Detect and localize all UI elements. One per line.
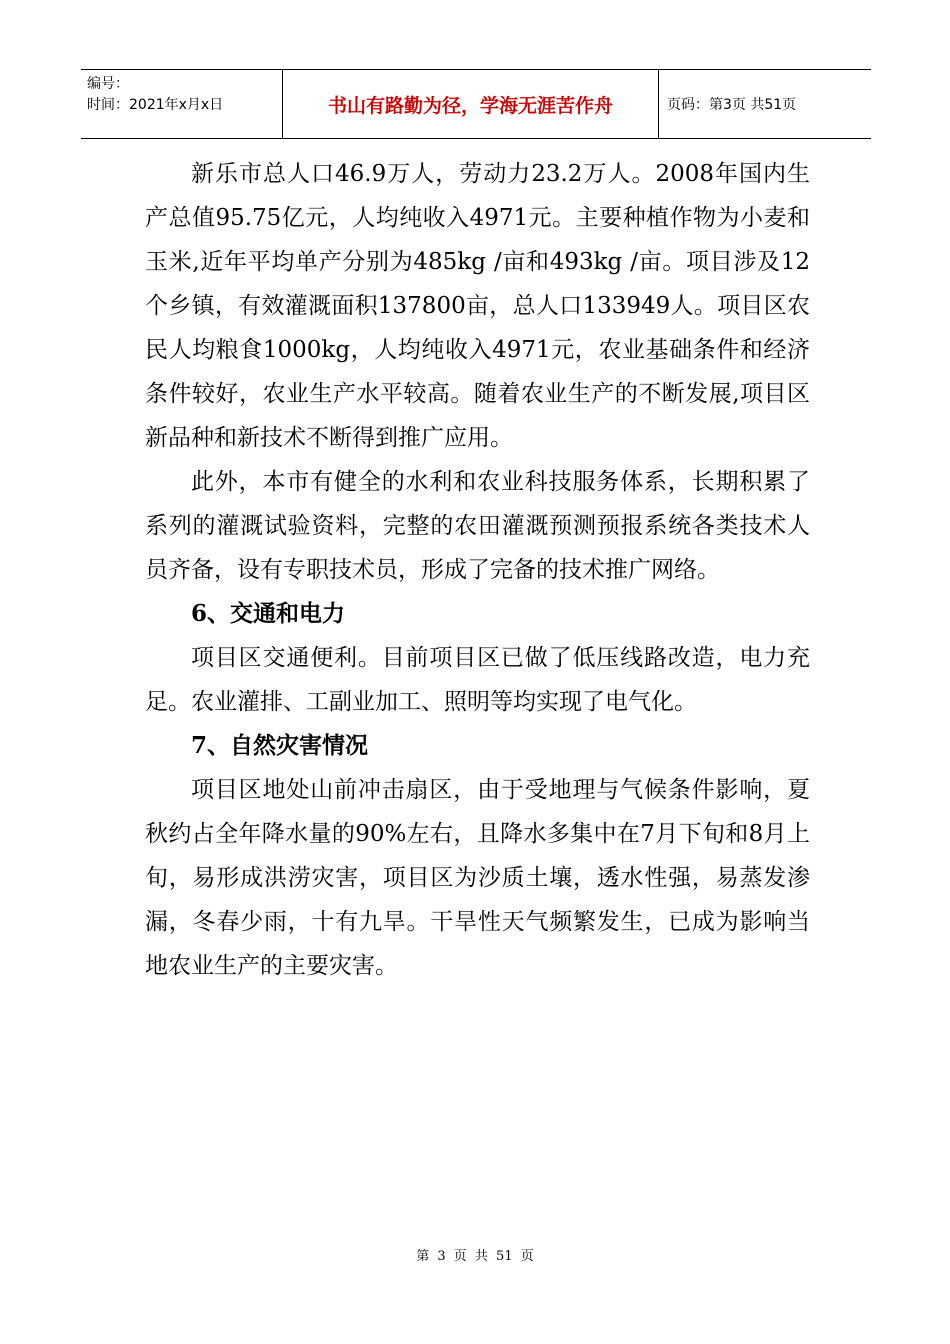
- header-page-info: 页码：第3页 共51页: [667, 97, 797, 113]
- header-motto: 书山有路勤为径，学海无涯苦作舟: [283, 70, 659, 138]
- paragraph-transport-power: 项目区交通便利。目前项目区已做了低压线路改造，电力充足。农业灌排、工副业加工、照明等均实现了电气化。: [145, 645, 810, 715]
- document-time-label: 时间：2021年x月x日: [87, 97, 224, 113]
- document-number-label: 编号：: [87, 76, 129, 92]
- document-body: [145, 152, 810, 988]
- page-footer: 第 3 页 共 51 页: [416, 1249, 534, 1264]
- header-meta: [81, 70, 283, 138]
- section-heading-natural-disasters: 7、自然灾害情况: [191, 732, 369, 759]
- paragraph-natural-disasters: 项目区地处山前冲击扇区，由于受地理与气候条件影响，夏秋约占全年降水量的90%左右，且降水多集中在7月下旬和8月上旬，易形成洪涝灾害，项目区为沙质土壤，透水性强，易蒸发渗漏，冬春少雨，十有九旱。干旱性天气频繁发生，已成为影响当地农业生产的主要灾害。: [145, 777, 810, 979]
- page-header: [81, 69, 871, 139]
- paragraph-population: 新乐市总人口46.9万人，劳动力23.2万人。2008年国内生产总值95.75亿元，人均纯收入4971元。主要种植作物为小麦和玉米,近年平均单产分别为485kg /亩和493kg /亩。项目涉及12个乡镇，有效灌溉面积137800亩，总人口133949人。项目区农民人均粮食1000kg，人均纯收入4971元，农业基础条件和经济条件较好，农业生产水平较高。随着农业生产的不断发展,项目区新品种和新技术不断得到推广应用。: [145, 161, 810, 451]
- paragraph-services: 此外，本市有健全的水利和农业科技服务体系，长期积累了系列的灌溉试验资料，完整的农田灌溉预测预报系统各类技术人员齐备，设有专职技术员，形成了完备的技术推广网络。: [145, 469, 810, 583]
- section-heading-transport-power: 6、交通和电力: [191, 600, 346, 627]
